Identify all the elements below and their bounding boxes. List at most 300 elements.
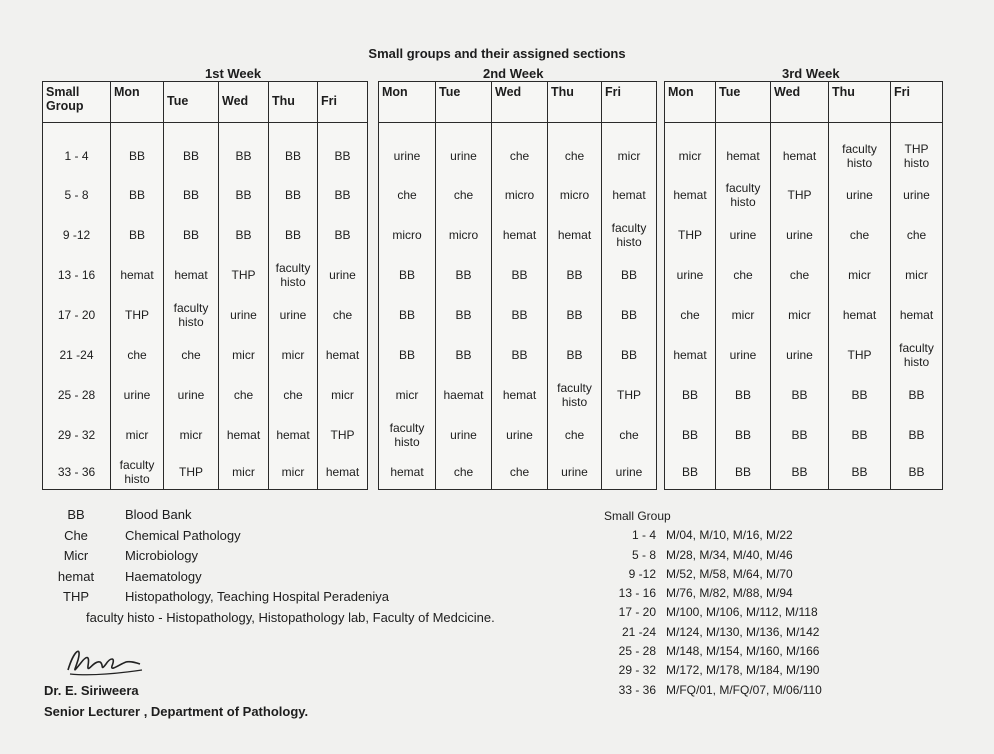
- section-cell: [771, 455, 829, 490]
- section-cell-line: THP: [904, 141, 929, 156]
- section-cell: [379, 335, 436, 375]
- section-cell: [548, 335, 602, 375]
- section-cell: [891, 295, 943, 335]
- section-cell-line: urine: [561, 464, 588, 479]
- week-1-label: 1st Week: [205, 66, 262, 81]
- section-cell-line: micr: [905, 267, 928, 282]
- section-cell-line: faculty: [842, 141, 877, 156]
- section-cell: [891, 255, 943, 295]
- section-cell: [492, 175, 548, 215]
- section-cell-line: BB: [566, 267, 583, 282]
- group-member-item: [600, 526, 822, 545]
- group-range-cell: 33 - 36: [43, 455, 111, 490]
- section-cell-line: BB: [734, 387, 751, 402]
- section-cell: [829, 255, 891, 295]
- section-cell: [602, 335, 657, 375]
- section-cell: [111, 415, 164, 455]
- section-cell: [548, 295, 602, 335]
- table-row: [665, 123, 943, 175]
- section-cell-line: histo: [178, 314, 204, 329]
- section-cell-line: micr: [731, 307, 755, 322]
- section-cell: [829, 455, 891, 490]
- table-row: [43, 175, 368, 215]
- legend-full: Blood Bank: [125, 507, 192, 522]
- section-cell-line: faculty: [173, 300, 209, 315]
- section-cell-line: BB: [791, 464, 808, 479]
- section-cell: [318, 375, 368, 415]
- section-cell: [829, 123, 891, 175]
- group-range: 21 -24: [621, 624, 656, 639]
- section-cell-line: BB: [511, 347, 528, 362]
- group-range: 1 - 4: [631, 528, 656, 543]
- section-cell-line: micr: [232, 464, 255, 479]
- section-cell: [111, 335, 164, 375]
- section-cell-line: THP: [617, 387, 641, 402]
- section-cell-line: BB: [566, 307, 583, 322]
- section-cell-line: BB: [284, 187, 301, 202]
- section-cell-line: BB: [455, 307, 472, 322]
- header-day: Tue: [436, 82, 492, 123]
- header-day: Thu: [829, 82, 891, 123]
- section-cell: [379, 415, 436, 455]
- section-cell-line: BB: [334, 148, 351, 163]
- group-members: M/76, M/82, M/88, M/94: [666, 586, 793, 601]
- table-row: [379, 255, 657, 295]
- section-cell-line: BB: [908, 387, 925, 402]
- section-cell-line: urine: [846, 187, 873, 202]
- group-range: 13 - 16: [618, 586, 656, 601]
- section-cell-line: micr: [281, 347, 305, 362]
- table-row: [665, 335, 943, 375]
- section-cell: [436, 255, 492, 295]
- section-cell-line: histo: [846, 155, 873, 170]
- section-cell: [548, 375, 602, 415]
- table-row: [665, 175, 943, 215]
- section-cell: [318, 415, 368, 455]
- group-member-item: [600, 642, 822, 661]
- schedule-table-week-3: [664, 81, 943, 490]
- legend-item: [40, 505, 495, 526]
- section-cell: [716, 123, 771, 175]
- section-cell: [891, 175, 943, 215]
- section-cell: [492, 255, 548, 295]
- section-cell-line: micr: [125, 427, 149, 442]
- section-cell-line: BB: [182, 148, 199, 163]
- section-cell: [164, 375, 219, 415]
- section-cell: [379, 295, 436, 335]
- section-cell-line: hemat: [174, 267, 208, 282]
- section-cell: [829, 175, 891, 215]
- section-cell: [665, 175, 716, 215]
- group-members: M/100, M/106, M/112, M/118: [666, 605, 818, 620]
- section-cell: [379, 215, 436, 255]
- section-cell-line: THP: [125, 307, 149, 322]
- section-cell-line: faculty: [899, 340, 934, 355]
- group-members: M/04, M/10, M/16, M/22: [666, 528, 793, 543]
- section-cell-line: BB: [334, 227, 351, 242]
- group-range-cell: 1 - 4: [43, 123, 111, 175]
- section-cell: [771, 123, 829, 175]
- table-row: [665, 375, 943, 415]
- header-day: Wed: [492, 82, 548, 123]
- section-cell-line: hemat: [502, 387, 537, 402]
- table-row: [665, 455, 943, 490]
- section-cell: [891, 455, 943, 490]
- table-row: [379, 375, 657, 415]
- section-cell: [492, 123, 548, 175]
- section-cell: [219, 455, 269, 490]
- section-cell-line: faculty: [725, 180, 761, 195]
- section-cell-line: micr: [331, 387, 354, 402]
- week-3-label: 3rd Week: [782, 66, 840, 81]
- section-cell-line: BB: [235, 187, 252, 202]
- section-cell-line: urine: [393, 148, 421, 163]
- section-cell-line: THP: [231, 267, 256, 282]
- section-cell-line: BB: [398, 347, 415, 362]
- group-member-item: [600, 623, 822, 642]
- section-cell: [602, 255, 657, 295]
- section-cell: [219, 375, 269, 415]
- section-cell-line: BB: [681, 427, 698, 442]
- section-cell-line: faculty: [557, 380, 592, 395]
- section-cell-line: urine: [676, 267, 704, 282]
- section-cell: [436, 375, 492, 415]
- section-cell: [219, 415, 269, 455]
- legend-abbr: Che: [64, 527, 88, 543]
- section-cell: [379, 375, 436, 415]
- section-cell-line: THP: [787, 187, 812, 202]
- section-cell-line: BB: [128, 148, 145, 163]
- section-cell-line: che: [849, 227, 870, 242]
- group-range-cell: 13 - 16: [43, 255, 111, 295]
- group-members: M/124, M/130, M/136, M/142: [666, 624, 820, 639]
- section-cell: [548, 175, 602, 215]
- header-day: Tue: [716, 82, 771, 123]
- section-cell-line: hemat: [502, 227, 537, 242]
- section-cell-line: BB: [908, 427, 925, 442]
- section-cell-line: micr: [788, 307, 811, 322]
- header-day: Tue: [164, 82, 219, 123]
- section-cell: [164, 455, 219, 490]
- section-cell-line: histo: [394, 434, 420, 449]
- legend-abbr: Micr: [63, 548, 89, 563]
- table-row: [665, 295, 943, 335]
- table-row: [43, 375, 368, 415]
- legend-item: [40, 526, 495, 547]
- section-cell: [829, 215, 891, 255]
- group-range: 9 -12: [628, 566, 656, 581]
- section-cell: [164, 123, 219, 175]
- section-cell: [111, 123, 164, 175]
- section-cell: [436, 335, 492, 375]
- section-cell-line: BB: [851, 464, 868, 479]
- group-range-cell: 21 -24: [43, 335, 111, 375]
- table-row: [43, 415, 368, 455]
- section-cell-line: histo: [561, 394, 588, 409]
- group-range: 25 - 28: [618, 644, 656, 659]
- section-cell-line: che: [733, 267, 753, 282]
- header-small-group: [43, 82, 111, 123]
- section-cell-line: BB: [284, 227, 301, 242]
- section-cell-line: hemat: [276, 427, 310, 442]
- section-cell: [379, 175, 436, 215]
- section-cell-line: che: [564, 427, 585, 442]
- section-cell: [602, 415, 657, 455]
- section-cell-line: THP: [330, 427, 355, 442]
- table-row: [43, 455, 368, 490]
- section-cell: [436, 175, 492, 215]
- section-cell-line: BB: [284, 148, 301, 163]
- group-members: M/172, M/178, M/184, M/190: [666, 663, 820, 678]
- section-cell-line: hemat: [899, 307, 934, 322]
- section-cell: [269, 455, 318, 490]
- section-cell-line: urine: [450, 148, 477, 163]
- section-cell-line: micr: [232, 347, 255, 362]
- section-cell: [269, 215, 318, 255]
- section-cell-line: BB: [235, 227, 252, 242]
- section-cell: [269, 255, 318, 295]
- section-cell-line: urine: [506, 427, 533, 442]
- section-cell: [829, 295, 891, 335]
- header-day: Fri: [602, 82, 657, 123]
- groups-title: Small Group: [604, 509, 671, 523]
- section-cell: [602, 123, 657, 175]
- section-cell-line: BB: [908, 464, 925, 479]
- header-small-group-line: Small: [46, 85, 80, 99]
- header-day: Wed: [771, 82, 829, 123]
- section-cell-line: BB: [398, 307, 415, 322]
- section-cell-line: hemat: [673, 347, 707, 362]
- section-cell: [548, 415, 602, 455]
- section-cell-line: che: [397, 187, 417, 202]
- section-cell-line: micr: [179, 427, 203, 442]
- section-cell: [379, 455, 436, 490]
- section-cell: [665, 335, 716, 375]
- signature: [60, 640, 150, 680]
- section-cell-line: histo: [280, 274, 306, 289]
- section-cell: [891, 335, 943, 375]
- section-cell: [164, 215, 219, 255]
- section-cell-line: urine: [230, 307, 257, 322]
- header-day: Fri: [318, 82, 368, 123]
- section-cell: [269, 295, 318, 335]
- section-cell: [111, 295, 164, 335]
- section-cell: [492, 375, 548, 415]
- legend-faculty-histo: faculty histo - Histopathology, Histopathology lab, Faculty of Medcicine.: [86, 609, 495, 625]
- section-cell-line: BB: [511, 307, 528, 322]
- section-cell-line: micr: [848, 267, 871, 282]
- section-cell: [771, 295, 829, 335]
- section-cell: [665, 255, 716, 295]
- header-day: Mon: [379, 82, 436, 123]
- section-cell-line: BB: [734, 464, 751, 479]
- section-cell-line: urine: [729, 227, 757, 242]
- section-cell-line: hemat: [325, 347, 360, 362]
- legend-item: [40, 546, 495, 567]
- section-cell: [891, 375, 943, 415]
- table-row: [379, 175, 657, 215]
- section-cell-line: BB: [851, 387, 868, 402]
- section-cell: [665, 375, 716, 415]
- table-row: [43, 215, 368, 255]
- section-cell: [269, 375, 318, 415]
- section-cell: [716, 415, 771, 455]
- section-cell: [771, 175, 829, 215]
- section-cell-line: micro: [392, 227, 422, 242]
- group-members: M/FQ/01, M/FQ/07, M/06/110: [666, 682, 822, 697]
- table-row: [379, 335, 657, 375]
- section-cell-line: urine: [279, 307, 307, 322]
- section-cell-line: hemat: [325, 464, 360, 479]
- schedule-table-week-1: [42, 81, 368, 490]
- group-range: 5 - 8: [631, 547, 656, 562]
- table-row: [43, 255, 368, 295]
- section-cell: [436, 295, 492, 335]
- section-cell: [219, 175, 269, 215]
- legend-full: Histopathology, Teaching Hospital Peradeniya: [125, 589, 390, 604]
- section-cell: [111, 255, 164, 295]
- section-cell-line: urine: [450, 427, 477, 442]
- group-range: 33 - 36: [618, 682, 656, 697]
- group-range-cell: 5 - 8: [43, 175, 111, 215]
- section-cell-line: micro: [504, 187, 535, 202]
- section-cell-line: BB: [681, 464, 698, 479]
- section-cell: [716, 375, 771, 415]
- group-members-list: [600, 507, 822, 700]
- header-day: Thu: [548, 82, 602, 123]
- section-cell-line: BB: [182, 227, 199, 242]
- week-2-label: 2nd Week: [483, 66, 544, 81]
- section-cell: [111, 455, 164, 490]
- section-cell-line: micr: [678, 148, 702, 163]
- section-cell-line: hemat: [390, 464, 424, 479]
- section-cell: [771, 375, 829, 415]
- section-cell: [436, 415, 492, 455]
- section-cell: [318, 335, 368, 375]
- section-cell-line: hemat: [842, 307, 877, 322]
- section-cell-line: BB: [681, 387, 698, 402]
- section-cell: [111, 215, 164, 255]
- legend-abbr: BB: [67, 507, 85, 522]
- section-cell-line: BB: [791, 387, 808, 402]
- section-cell: [716, 335, 771, 375]
- section-cell: [164, 295, 219, 335]
- section-cell-line: BB: [128, 187, 145, 202]
- section-cell-line: hemat: [612, 187, 646, 202]
- group-member-item: [600, 681, 822, 700]
- section-cell-line: che: [127, 347, 147, 362]
- section-cell: [829, 375, 891, 415]
- group-range: 17 - 20: [618, 605, 656, 620]
- section-cell: [164, 415, 219, 455]
- group-range: 29 - 32: [618, 663, 656, 678]
- section-cell-line: BB: [511, 267, 528, 282]
- section-cell: [771, 415, 829, 455]
- schedule-table-week-2: [378, 81, 657, 490]
- section-cell-line: che: [789, 267, 810, 282]
- section-cell: [379, 255, 436, 295]
- table-row: [43, 295, 368, 335]
- section-cell: [771, 255, 829, 295]
- section-cell-line: hemat: [782, 148, 817, 163]
- section-cell: [164, 335, 219, 375]
- section-cell: [665, 415, 716, 455]
- section-cell-line: che: [509, 464, 530, 479]
- section-cell: [891, 415, 943, 455]
- table-row: [665, 415, 943, 455]
- section-cell: [269, 123, 318, 175]
- section-cell: [219, 335, 269, 375]
- table-row: [665, 215, 943, 255]
- section-cell-line: BB: [791, 427, 808, 442]
- group-members: M/148, M/154, M/160, M/166: [666, 644, 820, 659]
- section-cell-line: urine: [615, 464, 643, 479]
- section-cell: [829, 335, 891, 375]
- group-member-item: [600, 603, 822, 622]
- section-cell: [379, 123, 436, 175]
- legend-item: [40, 587, 495, 608]
- table-row: [379, 415, 657, 455]
- section-cell: [436, 215, 492, 255]
- header-small-group-line: Group: [46, 99, 84, 113]
- header-day: Fri: [891, 82, 943, 123]
- section-cell: [548, 215, 602, 255]
- table-row: [379, 123, 657, 175]
- legend-item: [40, 567, 495, 588]
- section-cell-line: BB: [566, 347, 583, 362]
- header-day: Mon: [111, 82, 164, 123]
- section-cell: [602, 295, 657, 335]
- section-cell-line: che: [233, 387, 254, 402]
- section-cell: [665, 295, 716, 335]
- section-cell: [269, 415, 318, 455]
- section-cell: [548, 255, 602, 295]
- signatory-name: Dr. E. Siriweera: [44, 683, 139, 698]
- section-cell: [548, 123, 602, 175]
- table-row: [379, 215, 657, 255]
- section-cell: [318, 123, 368, 175]
- section-cell-line: histo: [730, 194, 756, 209]
- section-cell-line: BB: [620, 307, 637, 322]
- section-cell-line: urine: [329, 267, 356, 282]
- section-cell-line: micr: [395, 387, 419, 402]
- signatory-position: Senior Lecturer , Department of Pathology.: [44, 704, 309, 719]
- section-cell-line: histo: [903, 155, 930, 170]
- section-cell: [318, 255, 368, 295]
- section-cell-line: BB: [182, 187, 199, 202]
- section-cell: [318, 295, 368, 335]
- section-cell: [492, 335, 548, 375]
- section-cell-line: BB: [455, 347, 472, 362]
- section-cell: [665, 215, 716, 255]
- section-cell-line: histo: [124, 471, 150, 486]
- section-cell: [318, 175, 368, 215]
- section-cell-line: haemat: [443, 387, 484, 402]
- section-cell-line: faculty: [389, 420, 425, 435]
- group-member-item: [600, 661, 822, 680]
- section-cell: [164, 255, 219, 295]
- section-cell: [318, 455, 368, 490]
- table-row: [43, 335, 368, 375]
- section-cell-line: faculty: [275, 260, 311, 275]
- group-member-item: [600, 584, 822, 603]
- section-cell-line: micr: [617, 148, 641, 163]
- section-cell-line: che: [453, 464, 474, 479]
- section-cell: [716, 455, 771, 490]
- section-cell-line: BB: [620, 347, 637, 362]
- table-row: [43, 123, 368, 175]
- section-cell: [716, 175, 771, 215]
